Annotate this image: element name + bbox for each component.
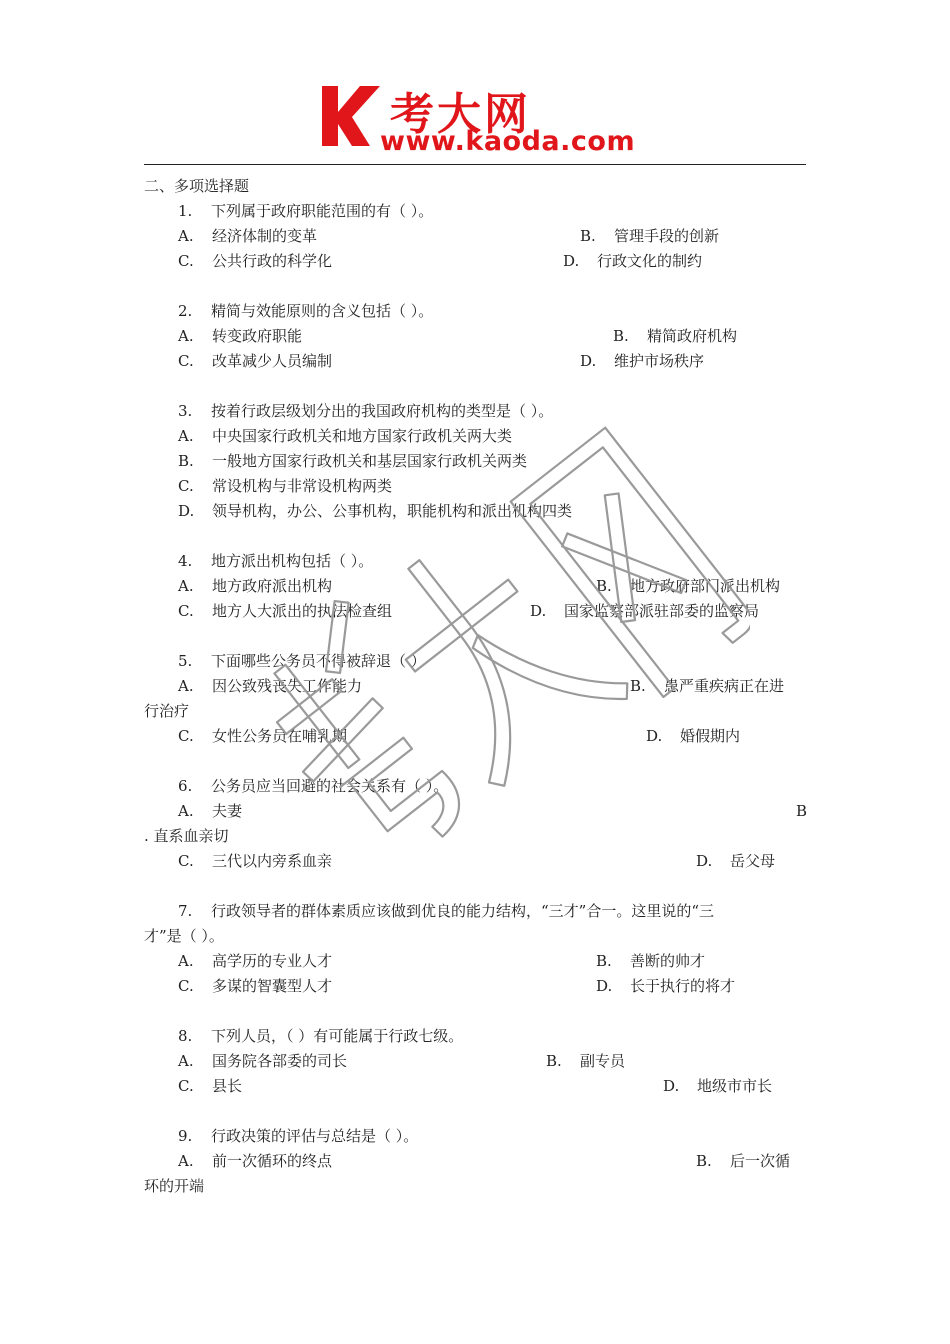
question-5 — [144, 649, 806, 774]
option-a: A. 经济体制的变革 — [178, 227, 318, 245]
question-2 — [144, 299, 806, 399]
question-text: 地方派出机构包括（ ）。 — [211, 552, 374, 570]
option-b: B. 地方政府部门派出机构 — [596, 577, 781, 595]
option-b: B. 善断的帅才 — [596, 952, 706, 970]
option-d: D. 行政文化的制约 — [563, 252, 703, 270]
option-c: C. 公共行政的科学化 — [178, 252, 333, 270]
option-b: B. 后一次循 — [696, 1152, 791, 1170]
logo-chinese-text: 考大网 — [390, 89, 531, 140]
question-number: 9. — [178, 1127, 193, 1145]
option-a: A. 因公致残丧失工作能力 — [178, 677, 363, 695]
question-text: 行政领导者的群体素质应该做到优良的能力结构，“三才”合一。这里说的“三 — [211, 902, 715, 920]
option-b-continuation: 行治疗 — [144, 702, 190, 720]
option-d: D. 地级市市长 — [663, 1077, 773, 1095]
option-a: A. 转变政府职能 — [178, 327, 303, 345]
option-b: B. 患严重疾病正在进 — [630, 677, 785, 695]
question-number: 3. — [178, 402, 193, 420]
question-text: 公务员应当回避的社会关系有（ ）。 — [211, 777, 449, 795]
option-a: A. 高学历的专业人才 — [178, 952, 333, 970]
question-text: 下列人员，（ ）有可能属于行政七级。 — [211, 1027, 464, 1045]
option-d: D. 岳父母 — [696, 852, 776, 870]
question-text: 下面哪些公务员不得被辞退（ ） — [211, 652, 426, 670]
exam-content — [144, 174, 806, 1199]
question-8 — [144, 1024, 806, 1124]
option-d: D. 长于执行的将才 — [596, 977, 736, 995]
question-number: 8. — [178, 1027, 193, 1045]
question-number: 4. — [178, 552, 193, 570]
question-4 — [144, 549, 806, 649]
question-number: 5. — [178, 652, 193, 670]
question-number: 2. — [178, 302, 193, 320]
kaoda-logo — [318, 84, 638, 162]
question-text: 精简与效能原则的含义包括（ ）。 — [211, 302, 434, 320]
question-text: 下列属于政府职能范围的有（ ）。 — [211, 202, 434, 220]
option-b: B. 精简政府机构 — [613, 327, 738, 345]
option-c: C. 改革减少人员编制 — [178, 352, 333, 370]
option-a: A. 地方政府派出机构 — [178, 577, 333, 595]
option-a: A. 国务院各部委的司长 — [178, 1052, 348, 1070]
option-b: B — [796, 802, 808, 820]
question-text: 按着行政层级划分出的我国政府机构的类型是（ ）。 — [211, 402, 554, 420]
question-number: 6. — [178, 777, 193, 795]
logo-url-text: www.kaoda.com — [380, 126, 636, 157]
question-1 — [144, 199, 806, 299]
option-d: D. 维护市场秩序 — [580, 352, 705, 370]
question-text: 行政决策的评估与总结是（ ）。 — [211, 1127, 419, 1145]
option-d: D. 领导机构，办公、公事机构，职能机构和派出机构四类 — [178, 502, 573, 520]
question-number: 1. — [178, 202, 193, 220]
header-divider — [144, 164, 806, 165]
section-title: 二、多项选择题 — [144, 177, 250, 195]
option-b: B. 副专员 — [546, 1052, 626, 1070]
option-c: C. 三代以内旁系血亲 — [178, 852, 333, 870]
question-text-continuation: 才”是（ ）。 — [144, 927, 224, 945]
option-b: B. 一般地方国家行政机关和基层国家行政机关两类 — [178, 452, 528, 470]
option-c: C. 县长 — [178, 1077, 243, 1095]
question-6 — [144, 774, 806, 899]
question-3 — [144, 399, 806, 549]
option-d: D. 婚假期内 — [646, 727, 741, 745]
option-c: C. 地方人大派出的执法检查组 — [178, 602, 393, 620]
question-7 — [144, 899, 806, 1024]
question-9 — [144, 1124, 806, 1199]
option-c: C. 女性公务员在哺乳期 — [178, 727, 348, 745]
option-b: B. 管理手段的创新 — [580, 227, 720, 245]
option-b-continuation: 环的开端 — [144, 1177, 205, 1195]
option-a: A. 夫妻 — [178, 802, 243, 820]
option-b-continuation: . 直系血亲切 — [144, 827, 229, 845]
option-c: C. 常设机构与非常设机构两类 — [178, 477, 393, 495]
option-c: C. 多谋的智囊型人才 — [178, 977, 333, 995]
option-a: A. 中央国家行政机关和地方国家行政机关两大类 — [178, 427, 513, 445]
option-a: A. 前一次循环的终点 — [178, 1152, 333, 1170]
question-number: 7. — [178, 902, 193, 920]
option-d: D. 国家监察部派驻部委的监察局 — [530, 602, 760, 620]
